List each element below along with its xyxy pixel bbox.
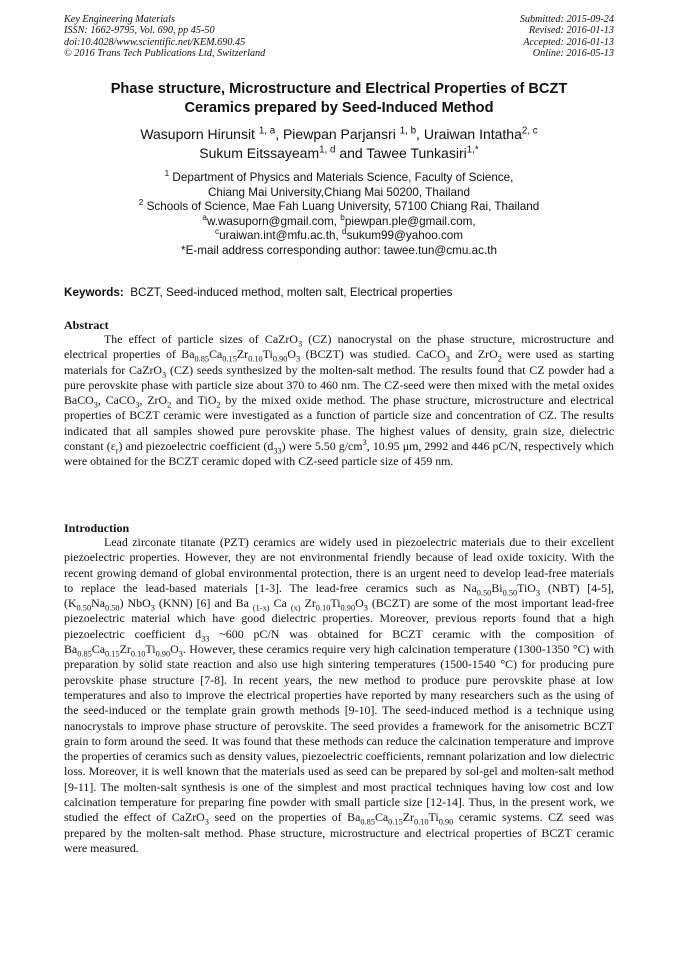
- text-run: and ZrO: [449, 347, 498, 362]
- text-run: seed on the properties of Ba: [208, 810, 361, 825]
- subscript: 3: [135, 400, 140, 410]
- text-run: Zr: [402, 810, 414, 825]
- email-mark: a: [202, 212, 207, 222]
- email-address: sukum99@yahoo.com: [346, 229, 464, 243]
- subscript: (1-x): [252, 603, 270, 613]
- emails-line-1: [30, 212, 648, 230]
- subscript: r: [115, 446, 119, 456]
- subscript: 0.10: [248, 354, 263, 364]
- text-run: , ZrO: [139, 393, 168, 408]
- keywords-label: Keywords:: [64, 286, 124, 299]
- subscript: 0.85: [77, 649, 92, 659]
- text-run: Ti: [330, 596, 341, 611]
- subscript: 0.10: [413, 817, 429, 827]
- text-run: (KNN) [6] and Ba: [154, 596, 253, 611]
- submitted-date: Submitted: 2015-09-24: [519, 14, 614, 25]
- text-run: (CZ) nanocrystal on the phase structure, microstructure and electrical properties of Ba: [64, 332, 614, 362]
- affiliations: [30, 171, 648, 259]
- subscript: 0.85: [194, 354, 210, 364]
- text-run: Ca: [269, 596, 291, 611]
- subscript: 3: [93, 400, 98, 410]
- text-run: Zr: [300, 596, 316, 611]
- journal-issn: ISSN: 1662-9795, Vol. 690, pp 45-50: [64, 25, 215, 37]
- email-address: w.wasuporn@gmail.com,: [206, 214, 338, 228]
- journal-info: [64, 14, 265, 60]
- subscript: 2: [497, 354, 502, 364]
- affil-number: 2: [138, 198, 144, 208]
- subscript: 0.10: [315, 603, 331, 613]
- subscript: 0.85: [360, 817, 375, 827]
- affil-text: Department of Physics and Materials Science, Faculty of Science,: [172, 171, 514, 184]
- accepted-date: Accepted: 2016-01-13: [523, 36, 614, 48]
- author-name: Uraiwan Intatha: [423, 126, 522, 142]
- keywords: [64, 286, 624, 300]
- affiliation-1-line-1: [30, 171, 648, 186]
- text-run: Na: [91, 596, 105, 611]
- author-name: Piewpan Parjansri: [282, 126, 396, 142]
- author-name: Sukum Eitssayeam: [199, 145, 320, 161]
- introduction-heading: Introduction: [64, 521, 130, 535]
- keywords-text: BCZT, Seed-induced method, molten salt, Electrical properties: [130, 286, 453, 299]
- title-line-1: Phase structure, Microstructure and Electrical Properties of BCZT: [110, 81, 568, 97]
- text-run: , CaCO: [97, 393, 136, 408]
- email-mark: d: [342, 227, 347, 237]
- subscript: 3: [296, 354, 301, 364]
- subscript: 0.90: [340, 603, 356, 613]
- journal-copyright: © 2016 Trans Tech Publications Ltd, Switzerland: [64, 48, 266, 60]
- author-affil-mark: 1, d: [319, 144, 336, 156]
- corresponding-email: *E-mail address corresponding author: tawee.tun@cmu.ac.th: [181, 243, 497, 257]
- subscript: 0.50: [105, 603, 120, 613]
- subscript: 2: [167, 400, 172, 410]
- subscript: 0.10: [130, 649, 146, 659]
- text-run: ) were 5.50 g/cm: [281, 439, 363, 454]
- author-conjunction: and: [339, 145, 363, 161]
- subscript: 2: [216, 400, 221, 410]
- text-run: ~600 pC/N was obtained for BCZT ceramic with the composition of Ba: [64, 626, 614, 657]
- subscript: 3: [363, 603, 368, 613]
- introduction-body: [64, 535, 614, 856]
- superscript: 3: [362, 438, 367, 448]
- text-run: Bi: [491, 580, 503, 595]
- subscript: 0.15: [222, 354, 237, 364]
- text-run: Ti: [428, 810, 439, 825]
- text-run: and TiO: [171, 393, 217, 408]
- text-run: Ti: [262, 347, 273, 362]
- text-run: , 10.95 μm, 2992 and 446 pC/N, respectively which were obtained for the BCZT ceramic doped with CZ-seed particle size of 459 nm.: [64, 439, 614, 469]
- subscript: 3: [178, 649, 183, 659]
- text-run: ceramic systems. CZ seed was prepared by the molten-salt method. Phase structure, microstructure and electrical properties of BCZT ceramic were measured.: [64, 810, 615, 855]
- subscript: 0.90: [438, 817, 454, 827]
- submission-dates: [520, 14, 614, 60]
- affiliation-2: [30, 200, 648, 215]
- text-run: Lead zirconate titanate (PZT) ceramics are widely used in piezoelectric materials due to their excellent piezoelectric properties. However, they are not environmental friendly because of lead oxide toxicity. With the recent growing demand of global environmental protection, there is an urgent need to develop lead-free materials to replace the lead-based materials [1-3]. The lead-free ceramics such as Na: [64, 535, 614, 595]
- author-affil-mark: 2, c: [521, 125, 538, 137]
- text-run: ) and piezoelectric coefficient (d: [118, 439, 274, 454]
- abstract-body: [64, 332, 614, 470]
- revised-date: Revised: 2016-01-13: [528, 25, 614, 37]
- authors-line-2: [30, 144, 648, 163]
- author-name: Tawee Tunkasiri: [366, 145, 467, 161]
- subscript: 3: [162, 369, 167, 379]
- text-run: TiO: [517, 580, 536, 595]
- subscript: 33: [201, 634, 210, 644]
- author-affil-mark: 1, a: [258, 125, 276, 137]
- affiliation-1-line-2: Chiang Mai University,Chiang Mai 50200, Thailand: [207, 185, 471, 199]
- subscript: (x): [290, 603, 301, 613]
- text-run: O: [170, 642, 179, 657]
- author-list: [30, 125, 648, 163]
- text-run: (CZ) seeds synthesized by the molten-salt method. The results found that CZ powder had a pure perovskite phase with particle size about 370 to 460 nm. The CZ-seed were then mixed with the metal oxides BaCO: [64, 362, 614, 408]
- affil-text: Schools of Science, Mae Fah Luang University, 57100 Chiang Rai, Thailand: [146, 200, 540, 214]
- author-affil-mark: 1,*: [466, 144, 479, 156]
- online-date: Online: 2016-05-13: [532, 48, 614, 60]
- text-run: (BCZT) are some of the most important lead-free piezoelectric material which have good dielectric properties. Moreover, previous reports found that a high piezoelectric coefficient d: [64, 596, 615, 641]
- text-run: The effect of particle sizes of CaZrO: [104, 332, 298, 346]
- email-address: piewpan.ple@gmail.com,: [344, 214, 476, 228]
- text-run: were used as starting materials for CaZrO: [64, 347, 615, 377]
- email-mark: b: [340, 212, 345, 222]
- journal-name: Key Engineering Materials: [64, 14, 175, 25]
- text-run: Ca: [209, 347, 223, 362]
- emails-line-2: [30, 229, 648, 244]
- authors-line-1: Wasuporn Hirunsit $^{1, a}$, Piewpan Parjansri $^{1, b}$, Uraiwan Intatha$^{2, c}$: [140, 125, 538, 142]
- subscript: 3: [297, 339, 303, 349]
- author-affil-mark: 1, b: [399, 125, 417, 137]
- email-address: uraiwan.int@mfu.ac.th,: [219, 229, 339, 243]
- subscript: 3: [535, 588, 541, 598]
- subscript: 0.15: [388, 817, 403, 827]
- text-run: Zr: [119, 642, 131, 657]
- affil-number: 1: [164, 169, 170, 179]
- text-run: (BCZT) was studied. CaCO: [300, 347, 446, 362]
- text-run: by the mixed oxide method. The phase structure, microstructure and electrical properties of BCZT ceramic were investigated as a function of particle size and concentration of CZ. The results indicated that all samples showed pure perovskite phase. The highest values of density, grain size, dielectric constant (ε: [64, 393, 614, 454]
- text-run: Ca: [374, 810, 389, 825]
- subscript: 0.50: [76, 603, 92, 613]
- subscript: 0.90: [155, 649, 171, 659]
- journal-doi: doi:10.4028/www.scientific.net/KEM.690.45: [64, 36, 246, 48]
- subscript: 3: [445, 354, 450, 364]
- subscript: 0.15: [105, 649, 120, 659]
- text-run: Ti: [145, 642, 156, 657]
- email-mark: c: [214, 227, 220, 237]
- text-run: (NBT) [4-5], (K: [64, 580, 615, 611]
- abstract-heading: Abstract: [64, 318, 109, 332]
- subscript: 0.50: [476, 588, 492, 598]
- text-run: Ca: [91, 642, 106, 657]
- subscript: 3: [204, 817, 209, 827]
- subscript: 3: [150, 603, 155, 613]
- text-run: . However, these ceramics require very high calcination temperature (1300-1350 °C) with preparation by solid state reaction and also use high sintering temperatures (1500-1540 °C) for producing pure perovskite phase structure [7-8]. In recent years, the new method to produce pure perovskite phase at low temperatures and also to improve the electrical properties have reported by many researchers such as the using of the seed-induced or the template grain growth methods [9-10]. The seed-induced method is a technique using nanocrystals to improve phase structure of perovskite. The seed provides a framework for the anisometric BCZT grain to form around the seed. It was found that these methods can reduce the calcination temperature and improve the properties of ceramics such as density values, piezoelectric coefficients, remnant polarization and low dielectric loss. Moreover, it is well known that the materials used as seed can be prepared by sol-gel and molten-salt method [9-11]. The molten-salt synthesis is one of the simplest and most practical techniques having low cost and low calcination temperature for preparing fine powder with small particle size [12-14]. Thus, in the present work, we studied the effect of CaZrO: [64, 642, 614, 825]
- title-line-2: Ceramics prepared by Seed-Induced Method: [184, 100, 494, 116]
- paper-title: [40, 80, 638, 118]
- subscript: 0.50: [502, 588, 518, 598]
- subscript: 0.90: [272, 354, 288, 364]
- subscript: 33: [273, 446, 282, 456]
- text-run: O: [355, 596, 364, 611]
- author-name: Wasuporn Hirunsit: [140, 126, 255, 142]
- text-run: ) NbO: [119, 596, 151, 611]
- text-run: O: [287, 347, 296, 362]
- text-run: Zr: [236, 347, 249, 362]
